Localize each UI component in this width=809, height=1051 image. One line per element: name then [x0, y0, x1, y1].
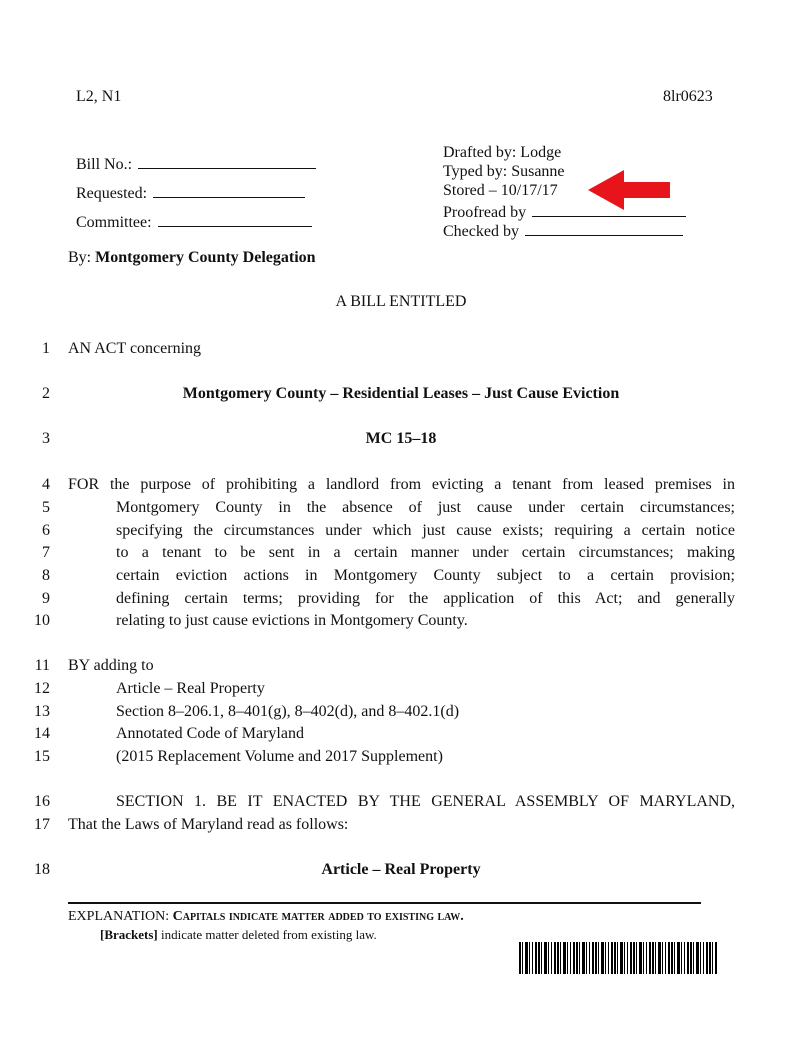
- sponsor-name: Montgomery County Delegation: [95, 249, 316, 266]
- requested-field: [76, 183, 305, 203]
- document-code-left: L2, N1: [76, 88, 122, 105]
- requested-blank: [153, 183, 305, 198]
- drafted-by: Drafted by: Lodge: [443, 144, 562, 161]
- typed-by: Typed by: Susanne: [443, 163, 565, 180]
- line-number: 14: [34, 725, 50, 742]
- line-text: Section 8–206.1, 8–401(g), 8–402(d), and 8–402.1(d): [116, 703, 460, 720]
- explanation-line: [68, 909, 464, 925]
- sponsor-line: [68, 249, 316, 267]
- committee-blank: [158, 212, 312, 227]
- line-number: 13: [34, 703, 50, 720]
- proofread-label: Proofread by: [443, 204, 527, 221]
- committee-label: Committee:: [76, 214, 152, 231]
- checked-label: Checked by: [443, 223, 519, 240]
- line-text: Article – Real Property: [116, 680, 265, 697]
- article-heading: Article – Real Property: [321, 861, 481, 878]
- line-number: 5: [42, 499, 50, 516]
- stored-date: Stored – 10/17/17: [443, 182, 558, 199]
- line-number: 17: [34, 816, 50, 833]
- committee-field: [76, 212, 312, 232]
- explanation-label: EXPLANATION:: [68, 909, 170, 924]
- checked-blank: [525, 221, 683, 236]
- explanation-brackets-line: [100, 927, 377, 943]
- bill-no-blank: [138, 154, 316, 169]
- barcode: [519, 942, 717, 974]
- brackets-text: indicate matter deleted from existing law.: [157, 927, 377, 942]
- line-text: FOR the purpose of prohibiting a landlord from evicting a tenant from leased premises in: [68, 476, 735, 493]
- line-text: AN ACT concerning: [68, 340, 202, 357]
- line-number: 12: [34, 680, 50, 697]
- line-number: 9: [42, 590, 50, 607]
- document-code-right: 8lr0623: [663, 88, 713, 105]
- line-text: relating to just cause evictions in Montgomery County.: [116, 612, 468, 629]
- line-number: 4: [42, 476, 50, 493]
- sponsor-prefix: By:: [68, 249, 92, 266]
- line-number: 11: [34, 657, 50, 674]
- line-text: to a tenant to be sent in a certain manner under certain circumstances; making: [116, 544, 735, 561]
- bill-no-field: [76, 154, 316, 174]
- line-text: certain eviction actions in Montgomery County subject to a certain provision;: [116, 567, 735, 584]
- checked-field: [443, 221, 683, 241]
- line-number: 18: [34, 861, 50, 878]
- requested-label: Requested:: [76, 185, 148, 202]
- line-number: 3: [42, 430, 50, 447]
- bill-number: MC 15–18: [365, 430, 437, 447]
- brackets-word: [Brackets]: [100, 927, 158, 942]
- line-text: SECTION 1. BE IT ENACTED BY THE GENERAL ASSEMBLY OF MARYLAND,: [116, 793, 735, 810]
- bill-heading: A BILL ENTITLED: [335, 293, 467, 310]
- line-number: 6: [42, 522, 50, 539]
- line-number: 7: [42, 544, 50, 561]
- line-text: BY adding to: [68, 657, 154, 674]
- line-number: 16: [34, 793, 50, 810]
- line-number: 1: [42, 340, 50, 357]
- line-number: 8: [42, 567, 50, 584]
- line-number: 10: [34, 612, 50, 629]
- explanation-capitals: Capitals indicate matter added to existing law.: [172, 909, 464, 924]
- line-text: Montgomery County in the absence of just cause under certain circumstances;: [116, 499, 735, 516]
- line-text: defining certain terms; providing for the application of this Act; and generally: [116, 590, 735, 607]
- line-number: 15: [34, 748, 50, 765]
- line-number: 2: [42, 385, 50, 402]
- bill-title: Montgomery County – Residential Leases – Just Cause Eviction: [182, 385, 620, 402]
- line-text: specifying the circumstances under which just cause exists; requiring a certain notice: [116, 522, 735, 539]
- bill-no-label: Bill No.:: [76, 156, 133, 173]
- red-arrow-icon: [586, 168, 672, 212]
- line-text: (2015 Replacement Volume and 2017 Supplement): [116, 748, 443, 765]
- line-text: That the Laws of Maryland read as follows:: [68, 816, 349, 833]
- footer-rule: [68, 902, 701, 904]
- line-text: Annotated Code of Maryland: [116, 725, 304, 742]
